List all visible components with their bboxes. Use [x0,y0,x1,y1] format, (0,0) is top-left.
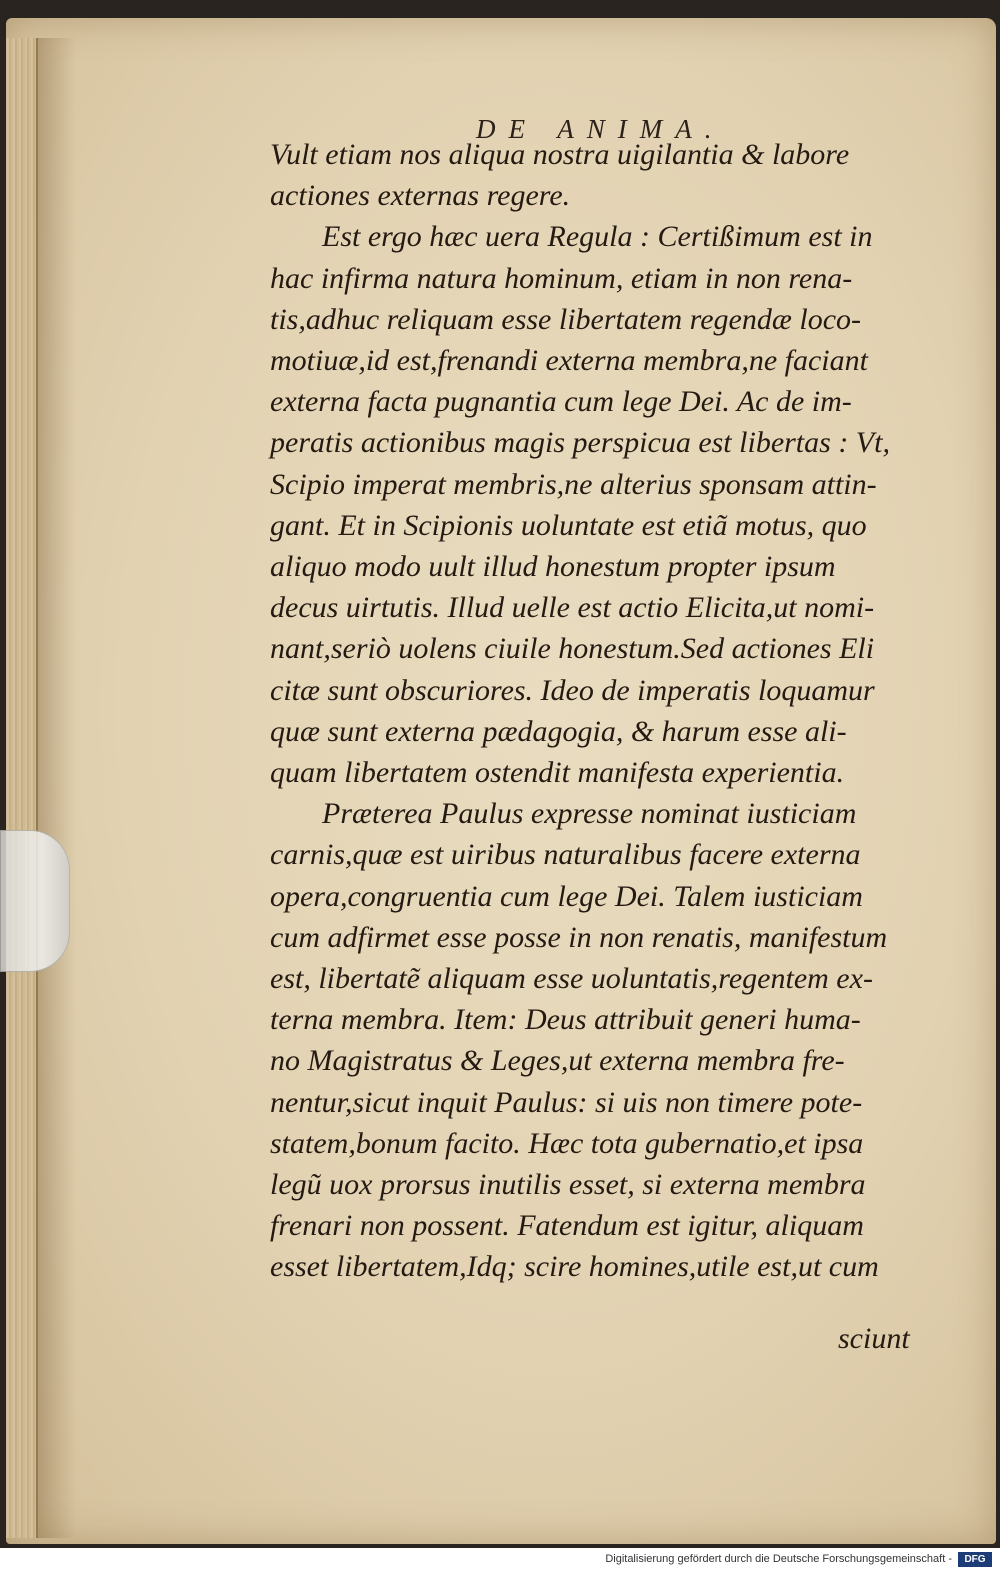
text-line: aliquo modo uult illud honestum propter ipsum [270,550,836,584]
text-line: legũ uox prorsus inutilis esset, si externa membra [270,1168,866,1202]
text-line: frenari non possent. Fatendum est igitur, aliquam [270,1209,864,1243]
text-line: Est ergo hæc uera Regula : Certißimum est in [322,220,873,254]
text-line: Scipio imperat membris,ne alterius sponsam attin- [270,467,877,501]
text-line: carnis,quæ est uiribus naturalibus facere externa [270,838,861,872]
text-line: cum adfirmet esse posse in non renatis, manifestum [270,920,888,954]
gutter-shadow [36,38,76,1538]
text-line: nant,seriò uolens ciuile honestum.Sed actiones Eli [270,632,875,666]
dfg-logo[interactable]: DFG [958,1552,992,1567]
footer-bar [0,1548,1000,1572]
text-line: quam libertatem ostendit manifesta experientia. [270,756,845,790]
text-line: Vult etiam nos aliqua nostra uigilantia & labore [270,138,850,171]
catchword: sciunt [838,1322,910,1355]
text-line: motiuæ,id est,frenandi externa membra,ne faciant [270,344,868,378]
text-line: esset libertatem,Idq; scire homines,utile est,ut cum [270,1250,879,1284]
page-clip [0,830,70,972]
running-head: DE ANIMA. [476,114,725,144]
text-block [270,134,960,1288]
text-line: citæ sunt obscuriores. Ideo de imperatis loquamur [270,673,875,707]
text-line: est, libertatẽ aliquam esse uoluntatis,regentem ex- [270,962,873,996]
text-line: opera,congruentia cum lege Dei. Talem iusticiam [270,879,863,913]
text-line: no Magistratus & Leges,ut externa membra fre- [270,1044,845,1078]
text-line: Præterea Paulus expresse nominat iusticiam [322,797,857,831]
text-line: externa facta pugnantia cum lege Dei. Ac de im- [270,385,852,419]
text-line: quæ sunt externa pædagogia, & harum esse ali- [270,714,847,748]
text-line: nentur,sicut inquit Paulus: si uis non timere pote- [270,1085,863,1119]
page-edges [6,38,38,1538]
dfg-credit-text: Digitalisierung gefördert durch die Deutsche Forschungsgemeinschaft - [605,1553,952,1565]
text-line: hac infirma natura hominum, etiam in non rena- [270,261,853,295]
text-line: tis,adhuc reliquam esse libertatem regendæ loco- [270,302,862,336]
text-line: gant. Et in Scipionis uoluntate est etiã motus, quo [270,508,867,542]
text-line: statem,bonum facito. Hæc tota gubernatio,et ipsa [270,1126,864,1160]
text-line: actiones externas regere. [270,179,571,213]
text-line: terna membra. Item: Deus attribuit generi huma- [270,1003,861,1037]
text-line: decus uirtutis. Illud uelle est actio Elicita,ut nomi- [270,591,875,625]
text-line: peratis actionibus magis perspicua est libertas : Vt, [270,426,890,460]
